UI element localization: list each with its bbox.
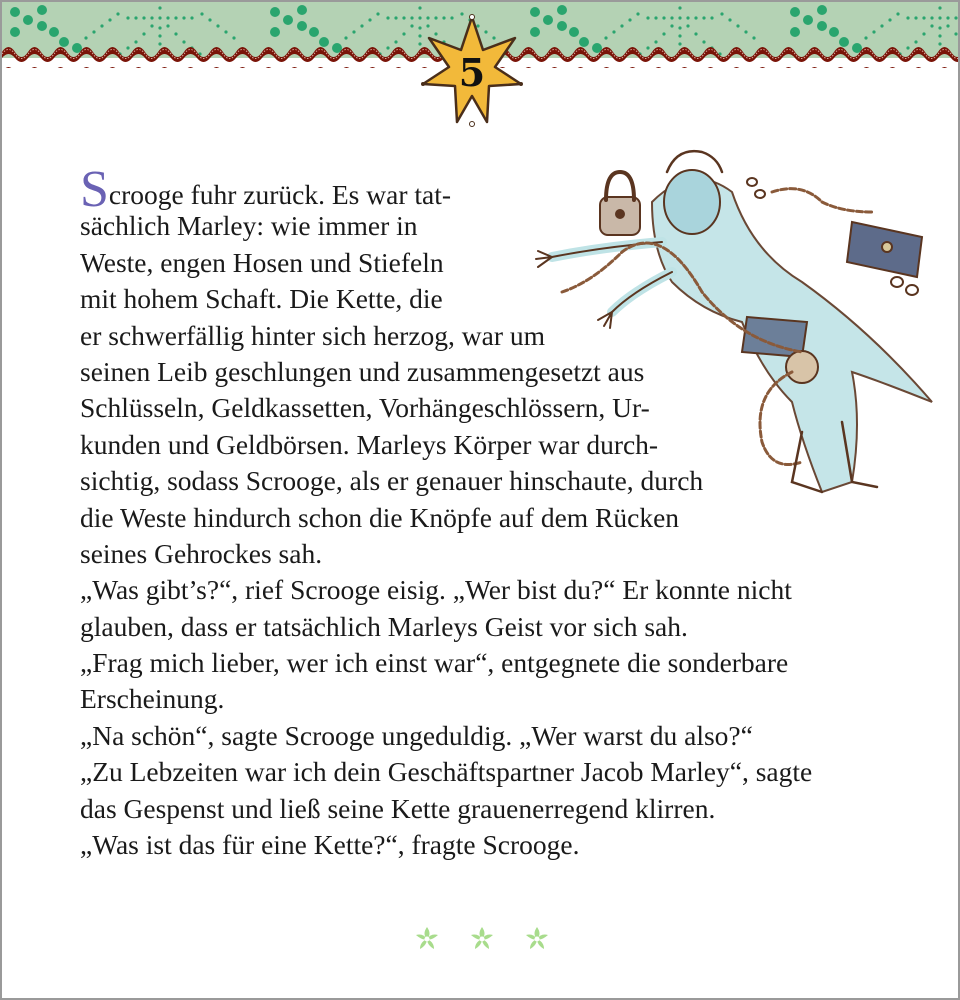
text-line: sächlich Marley: wie immer in (80, 210, 418, 242)
text-line: „Zu Lebzeiten war ich dein Geschäftspartner Jacob Marley“, sagte (80, 756, 813, 788)
story-text (80, 161, 880, 863)
text-line: seinen Leib geschlungen und zusammengesetzt aus (80, 355, 645, 387)
flower-icon (526, 927, 548, 949)
text-line: kunden und Geldbörsen. Marleys Körper war durch- (80, 428, 659, 460)
text-line: sichtig, sodass Scrooge, als er genauer hinschaute, durch (80, 465, 704, 497)
text-line: Schlüsseln, Geldkassetten, Vorhängeschlössern, Ur- (80, 392, 650, 424)
text-line: seines Gehrockes sah. (80, 537, 323, 569)
text-line: mit hohem Schaft. Die Kette, die (80, 283, 443, 315)
text-line: glauben, dass er tatsächlich Marleys Geist vor sich sah. (80, 610, 688, 642)
text-line: die Weste hindurch schon die Knöpfe auf dem Rücken (80, 501, 680, 533)
flower-icon (416, 927, 438, 949)
flower-icon (471, 927, 493, 949)
footer-ornament (407, 919, 557, 959)
text-line: er schwerfällig hinter sich herzog, war um (80, 319, 546, 351)
chapter-number: 5 (458, 50, 486, 95)
text-line: Weste, engen Hosen und Stiefeln (80, 246, 444, 278)
text-line: „Frag mich lieber, wer ich einst war“, entgegnete die sonderbare (80, 647, 789, 679)
chapter-number-star (417, 12, 527, 132)
drop-cap: S (80, 161, 109, 218)
text-line: Erscheinung. (80, 683, 225, 715)
text-line: Scrooge fuhr zurück. Es war tat- (80, 161, 451, 218)
text-line: „Na schön“, sagte Scrooge ungeduldig. „Wer warst du also?“ (80, 719, 753, 751)
text-line: das Gespenst und ließ seine Kette grauenerregend klirren. (80, 792, 716, 824)
text-line: „Was ist das für eine Kette?“, fragte Scrooge. (80, 829, 580, 861)
text-line: „Was gibt’s?“, rief Scrooge eisig. „Wer bist du?“ Er konnte nicht (80, 574, 792, 606)
book-page (2, 2, 958, 998)
